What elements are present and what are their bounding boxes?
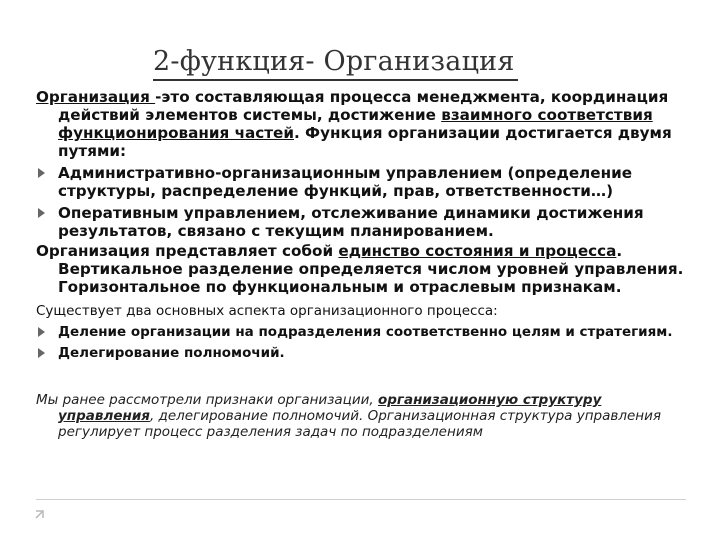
note-text-1: Мы ранее рассмотрели признаки организации, — [36, 392, 378, 408]
bullet-text: Оперативным управлением, отслеживание динамики достижения результатов, связано с текущим планированием. — [58, 204, 644, 240]
definition-underlined: взаимного соответствия функционирования частей — [58, 106, 653, 142]
bullet-arrow-icon — [38, 327, 45, 337]
definition-text-2: . Функция организации достигается двумя путями: — [58, 124, 672, 160]
slide-title: 2-функция- Организация — [153, 46, 515, 77]
bullet-arrow-icon — [38, 348, 45, 358]
note-paragraph — [36, 392, 696, 440]
unity-text-1: Организация представляет собой — [36, 242, 339, 260]
unity-underlined: единство состояния и процесса — [338, 242, 617, 260]
corner-mark-icon — [34, 508, 48, 522]
paragraph-unity — [36, 242, 696, 296]
bullet-text: Делегирование полномочий. — [58, 345, 285, 361]
title-underline — [153, 79, 518, 81]
bullet-item — [36, 164, 696, 200]
bullet-item — [36, 204, 696, 240]
slide-content — [36, 88, 696, 440]
bullet-arrow-icon — [38, 208, 45, 218]
note-text-2: , делегирование полномочий. Организационная структура управления регулирует процесс разделения задач по подразделениям — [58, 408, 662, 440]
bullet-item — [36, 323, 696, 341]
note-underlined: организационную структуру управления — [58, 392, 602, 424]
paragraph-aspects: Существует два основных аспекта организационного процесса: — [36, 303, 498, 319]
bullet-text: Деление организации на подразделения соответственно целям и стратегиям. — [58, 324, 673, 340]
footer-divider — [36, 499, 686, 500]
definition-text-1: -это составляющая процесса менеджмента, координация действий элементов системы, достижение — [58, 88, 669, 124]
bullet-text: Административно-организационным управлением (определение структуры, распределение функций, прав, ответственности…) — [58, 164, 633, 200]
unity-text-2: . Вертикальное разделение определяется числом уровней управления. Горизонтальное по функциональным и отраслевым признакам. — [58, 242, 684, 296]
bullet-arrow-icon — [38, 168, 45, 178]
bullet-item — [36, 344, 696, 362]
term-organization: Организация — [36, 88, 156, 106]
paragraph-definition — [36, 88, 696, 160]
